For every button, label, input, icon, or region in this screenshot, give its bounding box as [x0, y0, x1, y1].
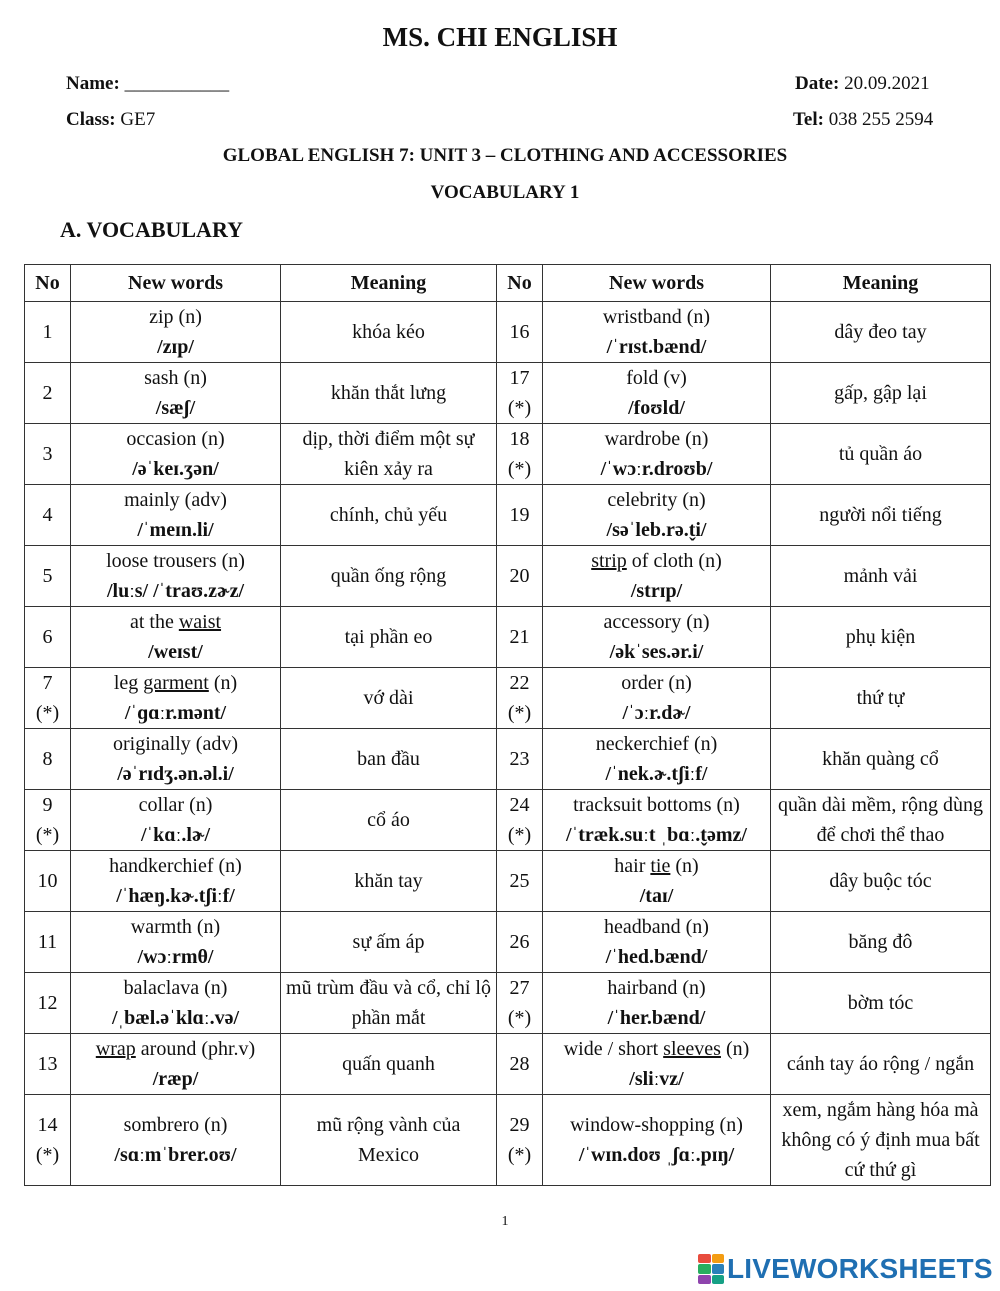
column-header-meaning: Meaning	[771, 265, 991, 302]
vocab-word-cell	[543, 1034, 771, 1095]
vocab-word: window-shopping (n)	[570, 1114, 743, 1136]
table-row	[25, 607, 991, 668]
vocab-word-part: (n)	[720, 1038, 750, 1060]
vocab-number-cell	[25, 973, 71, 1034]
vocab-number: 28	[509, 1053, 530, 1075]
vocab-word-cell	[71, 729, 281, 790]
vocab-number-cell	[25, 546, 71, 607]
vocab-number: 21	[509, 626, 530, 648]
vocab-meaning: thứ tự	[771, 668, 991, 729]
vocab-number-cell	[25, 302, 71, 363]
vocab-meaning: cổ áo	[281, 790, 497, 851]
vocab-number: 1	[42, 321, 53, 343]
vocab-meaning: băng đô	[771, 912, 991, 973]
table-row	[25, 485, 991, 546]
class-line	[66, 109, 155, 131]
vocab-number: 6	[42, 626, 53, 648]
vocab-number: 18	[509, 428, 530, 450]
vocab-word: accessory (n)	[603, 611, 710, 633]
vocab-ipa: /sliːvz/	[629, 1068, 684, 1090]
vocab-ipa: /luːs/ /ˈtraʊ.zɚz/	[106, 580, 245, 602]
vocab-number-cell	[497, 668, 543, 729]
vocab-word: wristband (n)	[602, 306, 711, 328]
vocab-word: sombrero (n)	[123, 1114, 228, 1136]
logo-block	[712, 1254, 725, 1263]
vocab-word-part: leg	[113, 672, 144, 694]
vocab-number: 11	[37, 931, 58, 953]
vocab-number-cell	[497, 302, 543, 363]
vocab-meaning: ban đầu	[281, 729, 497, 790]
vocab-ipa: /foʊld/	[628, 397, 685, 419]
vocab-number: 13	[37, 1053, 58, 1075]
vocab-star-mark: (*)	[35, 824, 60, 846]
vocab-word-underlined: garment	[143, 672, 209, 694]
vocab-ipa: /ˌbæl.əˈklɑː.və/	[111, 1007, 240, 1029]
vocab-number-cell	[497, 363, 543, 424]
vocab-word: headband (n)	[604, 916, 709, 938]
vocab-number: 22	[509, 672, 530, 694]
vocab-number: 29	[509, 1114, 530, 1136]
liveworksheets-logo-icon	[698, 1254, 724, 1284]
logo-block	[712, 1264, 725, 1273]
vocab-word-underlined: tie	[650, 855, 671, 877]
vocab-word	[547, 851, 766, 881]
vocab-number-cell	[497, 546, 543, 607]
class-value: GE7	[120, 109, 156, 130]
vocab-number-cell	[25, 424, 71, 485]
vocab-number: 24	[509, 794, 530, 816]
vocab-meaning: dây buộc tóc	[771, 851, 991, 912]
vocab-meaning: dịp, thời điểm một sự kiên xảy ra	[281, 424, 497, 485]
vocab-word-underlined: wrap	[95, 1038, 136, 1060]
vocab-number: 19	[509, 504, 530, 526]
vocab-word-cell	[543, 851, 771, 912]
vocab-word: occasion (n)	[126, 428, 225, 450]
vocab-word-cell	[543, 1095, 771, 1186]
vocab-word: loose trousers (n)	[106, 550, 245, 572]
vocabulary-subtitle: VOCABULARY 1	[430, 182, 580, 203]
vocab-meaning: gấp, gập lại	[771, 363, 991, 424]
vocab-number-cell	[25, 1034, 71, 1095]
tel-value: 038 255 2594	[828, 109, 934, 130]
column-header-no: No	[497, 265, 543, 302]
vocab-number: 10	[37, 870, 58, 892]
vocab-ipa: /zɪp/	[157, 336, 194, 358]
vocab-word: sash (n)	[144, 367, 207, 389]
logo-block	[698, 1275, 711, 1284]
vocab-ipa: /səˈleb.rə.t̬i/	[606, 519, 707, 541]
vocab-ipa: /taɪ/	[639, 885, 674, 907]
table-row	[25, 851, 991, 912]
vocab-number: 2	[42, 382, 53, 404]
vocab-number-cell	[497, 912, 543, 973]
vocab-word	[75, 668, 276, 698]
vocab-star-mark: (*)	[35, 1144, 60, 1166]
vocab-word-cell	[71, 790, 281, 851]
vocab-ipa: /ˈɔːr.dɚ/	[622, 702, 691, 724]
vocab-ipa: /ˈmeɪn.li/	[137, 519, 214, 541]
vocab-word-underlined: waist	[178, 611, 222, 633]
vocab-star-mark: (*)	[507, 1007, 532, 1029]
vocab-number-cell	[497, 973, 543, 1034]
vocab-word-part: wide / short	[563, 1038, 664, 1060]
vocab-number-cell	[25, 363, 71, 424]
vocab-number-cell	[497, 1034, 543, 1095]
tel-label: Tel:	[793, 109, 824, 130]
vocab-word-cell	[543, 546, 771, 607]
vocab-ipa: /ræp/	[152, 1068, 199, 1090]
name-line	[66, 73, 229, 95]
vocab-number-cell	[497, 607, 543, 668]
vocab-star-mark: (*)	[507, 702, 532, 724]
vocab-number: 27	[509, 977, 530, 999]
vocab-word-cell	[543, 302, 771, 363]
vocab-number-cell	[25, 1095, 71, 1186]
vocab-number: 25	[509, 870, 530, 892]
vocab-meaning: khăn quàng cổ	[771, 729, 991, 790]
vocab-word-cell	[543, 607, 771, 668]
vocab-word: celebrity (n)	[607, 489, 706, 511]
vocab-number: 16	[509, 321, 530, 343]
vocab-ipa: /əˈkeɪ.ʒən/	[132, 458, 219, 480]
vocab-word	[75, 1034, 276, 1064]
vocab-word-cell	[71, 363, 281, 424]
vocab-ipa: /ˈkɑː.lɚ/	[140, 824, 211, 846]
vocab-number: 23	[509, 748, 530, 770]
vocab-word: order (n)	[621, 672, 692, 694]
vocab-word: neckerchief (n)	[595, 733, 718, 755]
vocab-meaning: người nổi tiếng	[771, 485, 991, 546]
vocab-word: handkerchief (n)	[109, 855, 242, 877]
vocab-ipa: /ˈtræk.suːt ˌbɑː.t̬əmz/	[566, 824, 747, 846]
table-row	[25, 424, 991, 485]
vocab-number: 5	[42, 565, 53, 587]
logo-block	[698, 1264, 711, 1273]
vocab-ipa: /ˈher.bænd/	[607, 1007, 706, 1029]
vocabulary-table	[24, 264, 991, 1186]
vocab-ipa: /ˈhæŋ.kɚ.tʃiːf/	[116, 885, 235, 907]
vocab-ipa: /əkˈses.ər.i/	[609, 641, 704, 663]
table-header-row	[25, 265, 991, 302]
vocab-word: zip (n)	[149, 306, 202, 328]
vocab-ipa: /sɑːmˈbrer.oʊ/	[114, 1144, 237, 1166]
vocab-word-part: (n)	[670, 855, 699, 877]
vocab-word: warmth (n)	[130, 916, 221, 938]
tel-line	[793, 109, 933, 131]
vocab-word: collar (n)	[138, 794, 213, 816]
vocab-ipa: /wɔːrmθ/	[137, 946, 214, 968]
vocab-word: hairband (n)	[607, 977, 706, 999]
vocab-meaning: xem, ngắm hàng hóa mà không có ý định mua bất cứ thứ gì	[771, 1095, 991, 1186]
vocab-word-cell	[543, 729, 771, 790]
vocab-number: 14	[37, 1114, 58, 1136]
vocab-word-cell	[71, 302, 281, 363]
column-header-no: No	[25, 265, 71, 302]
vocab-word-cell	[71, 912, 281, 973]
vocab-word-cell	[71, 485, 281, 546]
class-label: Class:	[66, 109, 116, 130]
vocab-number-cell	[497, 1095, 543, 1186]
vocab-number: 8	[42, 748, 53, 770]
vocab-meaning: khăn thắt lưng	[281, 363, 497, 424]
vocab-word-cell	[543, 668, 771, 729]
vocab-ipa: /strɪp/	[630, 580, 683, 602]
vocab-star-mark: (*)	[507, 458, 532, 480]
table-row	[25, 973, 991, 1034]
vocab-ipa: /ˈrɪst.bænd/	[606, 336, 707, 358]
vocab-word: fold (v)	[626, 367, 687, 389]
vocab-word-part: around (phr.v)	[135, 1038, 256, 1060]
vocab-star-mark: (*)	[507, 397, 532, 419]
vocab-word-cell	[71, 668, 281, 729]
liveworksheets-brand[interactable]	[698, 1253, 993, 1285]
column-header-new-words: New words	[71, 265, 281, 302]
vocab-star-mark: (*)	[507, 1144, 532, 1166]
vocab-word-cell	[71, 424, 281, 485]
vocab-meaning: vớ dài	[281, 668, 497, 729]
vocab-star-mark: (*)	[35, 702, 60, 724]
name-label: Name:	[66, 73, 120, 94]
date-label: Date:	[795, 73, 840, 94]
vocab-ipa: /ˈwɔːr.droʊb/	[600, 458, 713, 480]
vocab-number: 12	[37, 992, 58, 1014]
vocab-meaning: cánh tay áo rộng / ngắn	[771, 1034, 991, 1095]
vocab-number-cell	[497, 424, 543, 485]
vocab-number-cell	[497, 790, 543, 851]
vocab-number-cell	[25, 912, 71, 973]
vocab-word-cell	[71, 973, 281, 1034]
vocab-word: wardrobe (n)	[604, 428, 709, 450]
vocab-meaning: dây đeo tay	[771, 302, 991, 363]
table-row	[25, 668, 991, 729]
table-row	[25, 302, 991, 363]
vocab-word-cell	[543, 912, 771, 973]
logo-block	[698, 1254, 711, 1263]
vocab-word-cell	[71, 851, 281, 912]
vocab-number: 4	[42, 504, 53, 526]
vocab-number-cell	[25, 485, 71, 546]
page-number: 1	[501, 1214, 509, 1229]
vocab-ipa: /əˈrɪdʒ.ən.əl.i/	[117, 763, 234, 785]
vocab-ipa: /ˈɡɑːr.mənt/	[124, 702, 227, 724]
vocab-number-cell	[497, 851, 543, 912]
vocab-meaning: khóa kéo	[281, 302, 497, 363]
vocab-meaning: phụ kiện	[771, 607, 991, 668]
date-line	[795, 73, 930, 95]
vocab-number-cell	[25, 729, 71, 790]
vocab-meaning: quần dài mềm, rộng dùng để chơi thể thao	[771, 790, 991, 851]
vocab-word-part: (n)	[208, 672, 238, 694]
vocab-word: balaclava (n)	[123, 977, 228, 999]
name-field[interactable]: ___________	[124, 73, 230, 94]
vocab-word-cell	[543, 424, 771, 485]
page-title: MS. CHI ENGLISH	[382, 22, 618, 52]
vocab-meaning: sự ấm áp	[281, 912, 497, 973]
section-heading: A. VOCABULARY	[60, 217, 243, 242]
column-header-meaning: Meaning	[281, 265, 497, 302]
vocab-word-cell	[71, 607, 281, 668]
vocab-number-cell	[25, 607, 71, 668]
vocab-word-cell	[71, 1095, 281, 1186]
table-row	[25, 546, 991, 607]
vocab-meaning: mũ trùm đầu và cổ, chỉ lộ phần mắt	[281, 973, 497, 1034]
vocab-word-part: hair	[614, 855, 651, 877]
vocab-word: tracksuit bottoms (n)	[573, 794, 740, 816]
logo-block	[712, 1275, 725, 1284]
vocab-meaning: quần ống rộng	[281, 546, 497, 607]
brand-name: LIVEWORKSHEETS	[727, 1253, 993, 1284]
vocab-word: originally (adv)	[113, 733, 238, 755]
vocab-word-underlined: sleeves	[663, 1038, 721, 1060]
vocab-meaning: tại phần eo	[281, 607, 497, 668]
vocab-word	[547, 1034, 766, 1064]
vocab-meaning: bờm tóc	[771, 973, 991, 1034]
vocab-word-cell	[543, 485, 771, 546]
vocab-number: 7	[42, 672, 53, 694]
vocab-number-cell	[25, 668, 71, 729]
vocab-word-cell	[543, 790, 771, 851]
vocab-meaning: khăn tay	[281, 851, 497, 912]
vocab-number-cell	[25, 790, 71, 851]
table-row	[25, 729, 991, 790]
vocab-number: 26	[509, 931, 530, 953]
vocab-number: 9	[42, 794, 53, 816]
table-row	[25, 1095, 991, 1186]
table-row	[25, 912, 991, 973]
table-row	[25, 790, 991, 851]
date-value: 20.09.2021	[844, 73, 930, 94]
vocab-meaning: chính, chủ yếu	[281, 485, 497, 546]
vocab-ipa: /sæʃ/	[155, 397, 196, 419]
vocab-word-cell	[543, 973, 771, 1034]
vocab-number: 20	[509, 565, 530, 587]
vocab-word-cell	[543, 363, 771, 424]
vocab-number: 3	[42, 443, 53, 465]
vocab-word	[547, 546, 766, 576]
vocab-ipa: /weɪst/	[148, 641, 203, 663]
vocab-word-part: at the	[129, 611, 179, 633]
vocab-word-cell	[71, 1034, 281, 1095]
vocab-ipa: /ˈnek.ɚ.tʃiːf/	[605, 763, 708, 785]
vocab-number-cell	[25, 851, 71, 912]
vocab-number-cell	[497, 485, 543, 546]
vocab-word: mainly (adv)	[124, 489, 227, 511]
column-header-new-words: New words	[543, 265, 771, 302]
table-row	[25, 1034, 991, 1095]
vocab-star-mark: (*)	[507, 824, 532, 846]
vocab-word-cell	[71, 546, 281, 607]
vocab-word-underlined: strip	[591, 550, 627, 572]
vocab-ipa: /ˈwɪn.doʊ ˌʃɑː.pɪŋ/	[578, 1144, 735, 1166]
vocab-meaning: tủ quần áo	[771, 424, 991, 485]
vocab-meaning: quấn quanh	[281, 1034, 497, 1095]
unit-title: GLOBAL ENGLISH 7: UNIT 3 – CLOTHING AND ACCESSORIES	[222, 145, 788, 166]
vocab-word-part: of cloth (n)	[626, 550, 722, 572]
vocab-meaning: mũ rộng vành của Mexico	[281, 1095, 497, 1186]
vocab-ipa: /ˈhed.bænd/	[605, 946, 708, 968]
vocab-number-cell	[497, 729, 543, 790]
table-row	[25, 363, 991, 424]
vocab-meaning: mảnh vải	[771, 546, 991, 607]
vocab-word	[75, 607, 276, 637]
vocab-number: 17	[509, 367, 530, 389]
